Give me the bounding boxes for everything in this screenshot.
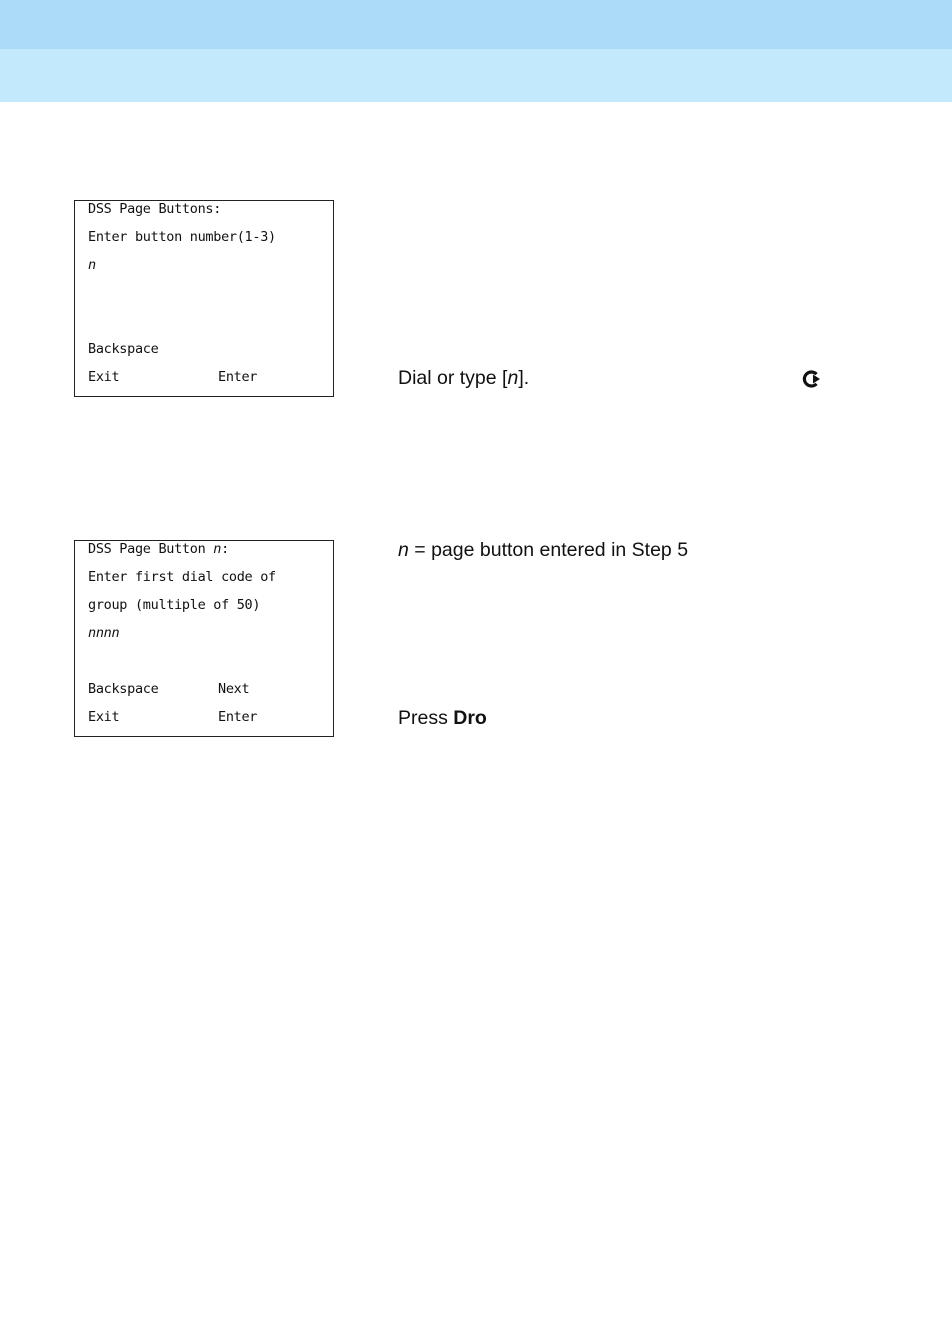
header-band-top [0, 0, 952, 49]
press-prefix: Press [398, 707, 454, 729]
display-prompt-line1: Enter first dial code of [88, 569, 276, 585]
return-arrow-icon [801, 369, 821, 389]
backspace-softkey[interactable]: Backspace [88, 681, 159, 697]
display-title: DSS Page Buttons: [88, 201, 222, 217]
title-variable: n [213, 541, 222, 557]
display-prompt: Enter button number(1-3) [88, 229, 276, 245]
header-band-bottom [0, 49, 952, 102]
enter-softkey[interactable]: Enter [218, 709, 258, 725]
display-prompt-line2: group (multiple of 50) [88, 597, 261, 613]
console-display-page-buttons [74, 200, 334, 397]
instruction-dial [398, 366, 529, 390]
display-title [88, 539, 229, 559]
title-prefix: DSS Page Button [88, 541, 214, 557]
next-softkey[interactable]: Next [218, 681, 250, 697]
display-value: n [88, 257, 96, 273]
press-key-label: Dro [453, 707, 487, 729]
dial-suffix: ]. [518, 367, 530, 389]
instruction-press [398, 706, 487, 730]
console-display-page-button-n [74, 540, 334, 737]
note-text: = page button entered in Step 5 [408, 539, 689, 561]
instruction-note [398, 538, 688, 562]
exit-softkey[interactable]: Exit [88, 369, 120, 385]
dial-variable: n [507, 367, 519, 389]
dial-prefix: Dial or type [ [398, 367, 508, 389]
exit-softkey[interactable]: Exit [88, 709, 120, 725]
note-variable: n [398, 539, 409, 561]
backspace-softkey[interactable]: Backspace [88, 341, 159, 357]
display-value: nnnn [88, 625, 120, 641]
enter-softkey[interactable]: Enter [218, 369, 258, 385]
title-suffix: : [221, 541, 229, 557]
